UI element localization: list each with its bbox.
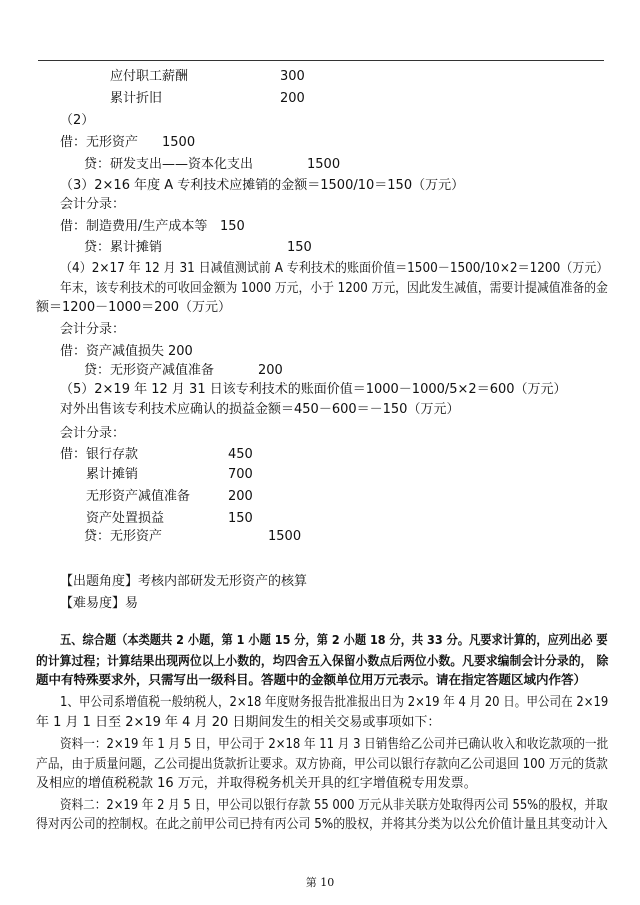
account-name: 借：银行存款	[60, 447, 139, 462]
text-line: 会计分录：	[60, 197, 126, 212]
entry-line	[84, 529, 301, 545]
entry-line	[60, 219, 245, 235]
account-name: 应付职工薪酬	[110, 69, 189, 84]
section-instructions: 的计算过程；计算结果出现两位以上小数的，均四舍五入保留小数点后两位小数。凡要求编制会计分录的， 除	[36, 653, 609, 668]
account-name: 贷：累计摊销	[84, 240, 163, 255]
text-line: 对外出售该专利技术应确认的损益金额＝450－600＝－150（万元）	[60, 402, 460, 417]
text-line: 产品，由于质量问题，乙公司提出货款折让要求。双方协商，甲公司以银行存款向乙公司退回 100 万元的货款	[36, 757, 608, 772]
amount: 1500	[268, 529, 302, 544]
account-name: 累计折旧	[110, 91, 163, 106]
text-line: （3）2×16 年度 A 专利技术应摊销的金额＝1500/10＝150（万元）	[60, 178, 465, 193]
account-name: 贷：无形资产	[84, 529, 163, 544]
entry-line	[84, 363, 283, 379]
account-name: 借：无形资产	[60, 135, 139, 150]
entry-line	[60, 135, 195, 151]
amount: 150	[228, 511, 253, 526]
entry-line	[86, 511, 253, 527]
entry-line	[110, 69, 305, 85]
amount: 1500	[162, 135, 196, 150]
text-line: 会计分录：	[60, 426, 126, 441]
amount: 1500	[307, 157, 341, 172]
section-heading: 五、综合题（本类题共 2 小题，第 1 小题 15 分，第 2 小题 18 分，共 33 分。凡要求计算的，应列出必 要	[60, 632, 608, 647]
question-angle: 【出题角度】考核内部研发无形资产的核算	[60, 574, 308, 589]
entry-line	[60, 447, 253, 463]
difficulty: 【难易度】易	[60, 596, 139, 611]
header-rule	[38, 60, 604, 61]
text-line: 得对丙公司的控制权。在此之前甲公司已持有丙公司 5%的股权，并将其分类为以公允价值计量且其变动计入	[36, 817, 608, 832]
text-line: 资料二：2×19 年 2 月 5 日，甲公司以银行存款 55 000 万元从非关联方处取得丙公司 55%的股权，并取	[60, 798, 608, 813]
entry-line	[110, 91, 305, 107]
account-name: 资产处置损益	[86, 511, 165, 526]
amount: 200	[280, 91, 305, 106]
text-line: 及相应的增值税税款 16 万元，并取得税务机关开具的红字增值税专用发票。	[36, 776, 477, 791]
amount: 150	[220, 219, 245, 234]
amount: 150	[287, 240, 312, 255]
entry-line	[86, 467, 253, 483]
section-instructions: 题中有特殊要求外，只需写出一级科目。答题中的金额单位用万元表示。请在指定答题区域内作答）	[36, 672, 587, 687]
text-line: （4）2×17 年 12 月 31 日减值测试前 A 专利技术的账面价值＝1500－1500/10×2＝1200（万元）	[60, 261, 609, 276]
entry-line	[84, 240, 312, 256]
text-line: 1、甲公司系增值税一般纳税人，2×18 年度财务报告批准报出日为 2×19 年 4 月 20 日。甲公司在 2×19	[60, 695, 609, 710]
amount: 200	[228, 489, 253, 504]
entry-line	[60, 344, 193, 360]
page-number: 第 10	[305, 876, 335, 889]
entry-line	[84, 157, 340, 173]
amount: 200	[258, 363, 283, 378]
text-line: 年末，该专利技术的可收回金额为 1000 万元，小于 1200 万元，因此发生减值，需要计提减值准备的金	[60, 281, 608, 296]
section-number: （2）	[60, 113, 95, 128]
text-line: 额＝1200－1000＝200（万元）	[36, 300, 231, 315]
account-name: 贷：无形资产减值准备	[84, 363, 215, 378]
account-name: 借：制造费用/生产成本等	[60, 219, 208, 234]
amount: 450	[228, 447, 253, 462]
account-name: 贷：研发支出——资本化支出	[84, 157, 254, 172]
account-name: 累计摊销	[86, 467, 139, 482]
account-name: 借：资产减值损失	[60, 344, 165, 359]
entry-line	[86, 489, 253, 505]
amount: 700	[228, 467, 253, 482]
text-line: 资料一：2×19 年 1 月 5 日，甲公司于 2×18 年 11 月 3 日销售给乙公司并已确认收入和收讫款项的一批	[60, 737, 609, 752]
amount: 200	[168, 344, 193, 359]
text-line: 会计分录：	[60, 322, 126, 337]
account-name: 无形资产减值准备	[86, 489, 191, 504]
text-line: 年 1 月 1 日至 2×19 年 4 月 20 日期间发生的相关交易或事项如下：	[36, 715, 441, 730]
text-line: （5）2×19 年 12 月 31 日该专利技术的账面价值＝1000－1000/5×2＝600（万元）	[60, 382, 567, 397]
amount: 300	[280, 69, 305, 84]
